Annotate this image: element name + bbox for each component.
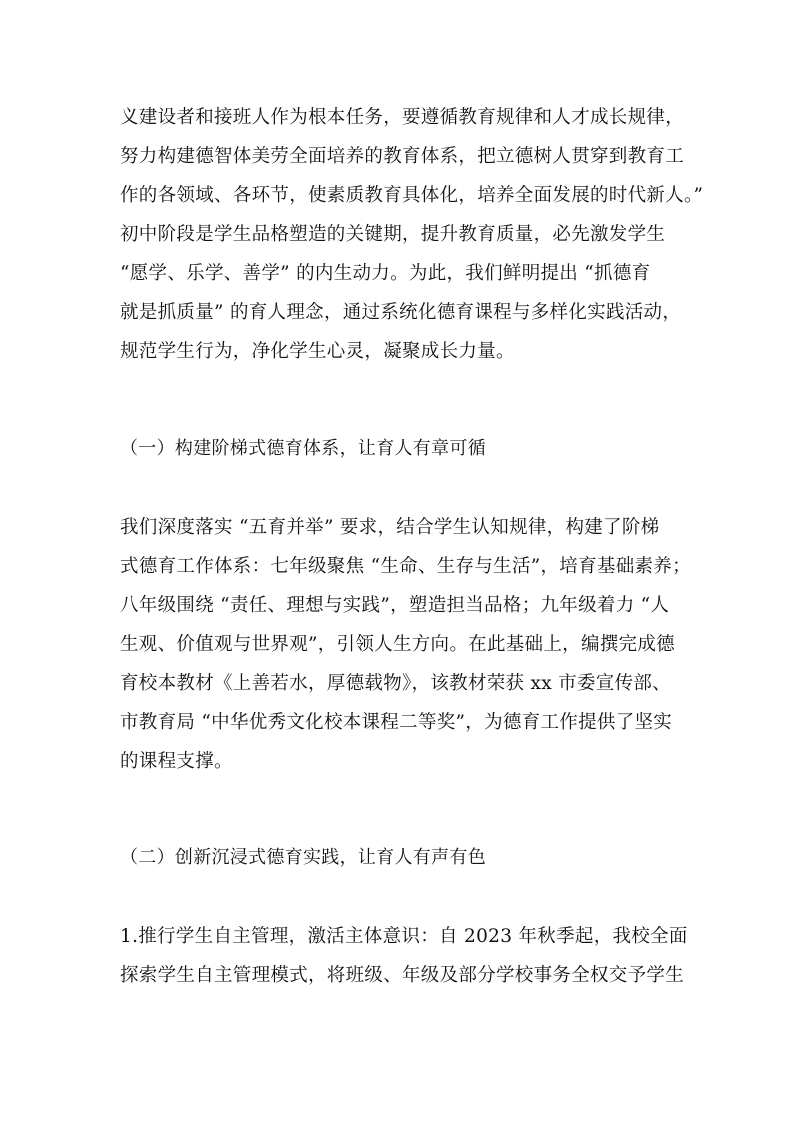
text-line: 的课程支撑。 bbox=[120, 751, 233, 772]
heading-text: （一）构建阶梯式德育体系，让育人有章可循 bbox=[120, 438, 486, 459]
paragraph-2 bbox=[120, 508, 690, 781]
text-line: 规范学生行为，净化学生心灵，凝聚成长力量。 bbox=[120, 341, 515, 362]
section-heading-2 bbox=[120, 838, 690, 877]
text-line: 努力构建德智体美劳全面培养的教育体系，把立德树人贯穿到教育工 bbox=[120, 146, 685, 167]
paragraph-1 bbox=[120, 98, 704, 371]
text-line: 就是抓质量” 的育人理念，通过系统化德育课程与多样化实践活动， bbox=[120, 302, 682, 323]
section-heading-1 bbox=[120, 429, 690, 468]
text-line: “愿学、乐学、善学” 的内生动力。为此，我们鲜明提出 “抓德育 bbox=[120, 263, 651, 284]
text-line: 市教育局 “中华优秀文化校本课程二等奖”，为德育工作提供了坚实 bbox=[120, 712, 673, 733]
heading-text: （二）创新沉浸式德育实践，让育人有声有色 bbox=[120, 847, 486, 868]
text-line: 生观、价值观与世界观”，引领人生方向。在此基础上，编撰完成德 bbox=[120, 634, 675, 655]
text-line: 作的各领域、各环节，使素质教育具体化，培养全面发展的时代新人。” bbox=[120, 185, 704, 206]
text-line: 探索学生自主管理模式，将班级、年级及部分学校事务全权交予学生 bbox=[120, 965, 685, 986]
text-line: 育校本教材《上善若水，厚德载物》，该教材荣获 xx 市委宣传部、 bbox=[120, 673, 671, 694]
text-line: 八年级围绕 “责任、理想与实践”，塑造担当品格；九年级着力 “人 bbox=[120, 595, 670, 616]
text-line: 我们深度落实 “五育并举” 要求，结合学生认知规律，构建了阶梯 bbox=[120, 517, 660, 538]
text-line: 初中阶段是学生品格塑造的关键期，提升教育质量，必先激发学生 bbox=[120, 224, 666, 245]
paragraph-3 bbox=[120, 917, 690, 995]
text-line: 1.推行学生自主管理，激活主体意识：自 2023 年秋季起，我校全面 bbox=[120, 926, 688, 947]
text-line: 义建设者和接班人作为根本任务，要遵循教育规律和人才成长规律， bbox=[120, 107, 685, 128]
text-line: 式德育工作体系：七年级聚焦 “生命、生存与生活”，培育基础素养； bbox=[120, 556, 691, 577]
